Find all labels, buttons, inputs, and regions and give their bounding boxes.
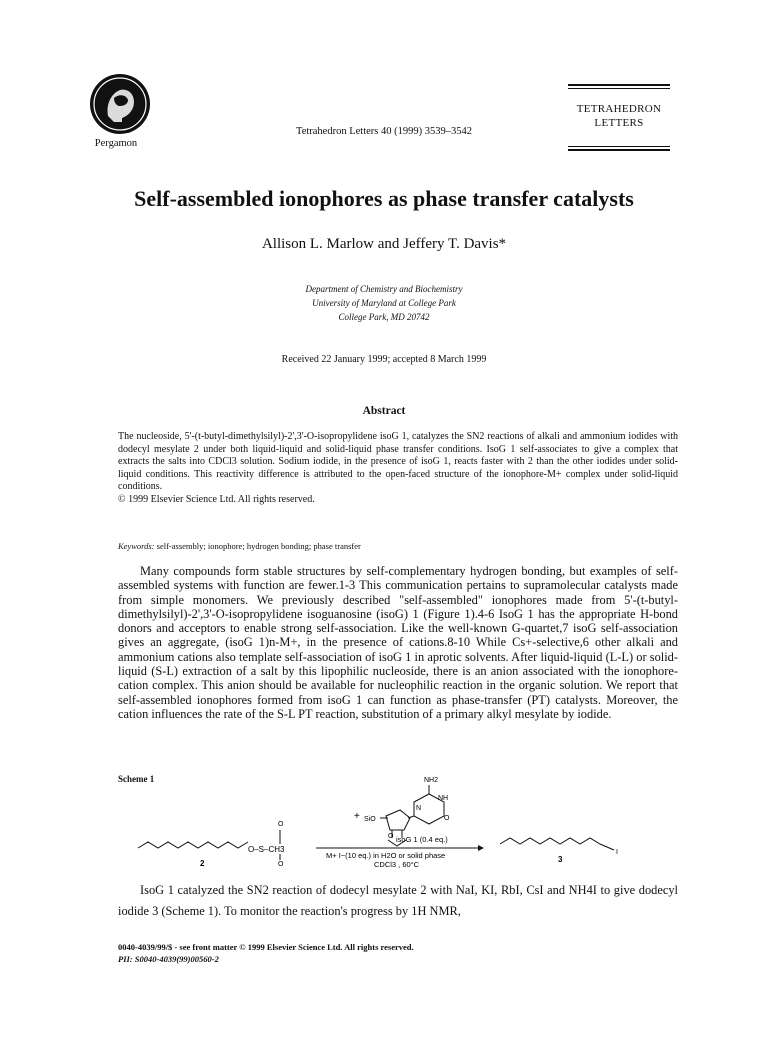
scheme-iodine: I xyxy=(616,849,618,856)
header-rule-top xyxy=(568,84,670,86)
affiliation xyxy=(0,282,768,324)
scheme-catalyst: isoG 1 (0.4 eq.) xyxy=(396,835,448,844)
affiliation-line: College Park, MD 20742 xyxy=(338,312,430,322)
header-rule-bottom-thin xyxy=(568,146,670,147)
journal-name-line1: TETRAHEDRON xyxy=(576,103,662,115)
body-paragraph: Many compounds form stable structures by self-complementary hydrogen bonding, but examples of self-assembled systems with function are fewer.1-3 This communication pertains to supramolecular catalysts made from simple monomers. We previously described "self-assembled" ionophores made from 5'-(t-butyl-dimethylsilyl)-2',3'-O-isopropylidene isoguanosine (isoG) 1 (Figure 1).4-6 IsoG 1 has the appropriate H-bond donors and acceptors to enable strong self-association. Like the well-known G-quartet,7 isoG self-association gives an aggregate, (isoG 1)n-M+, in the presence of cations.8-10 While Cs+-selective,6 other alkali and ammonium cations also template self-association of isoG 1 in aprotic solvents. After liquid-liquid (L-L) or solid-liquid (S-L) extraction of a salt by this lipophilic nucleoside, there is an anion associated with the ionophore-cation complex. This anion should be available for nucleophilic reaction in the organic solution. We report that self-assembled ionophores formed from isoG 1 can function as phase-transfer (PT) catalysts. Moreover, the cation influences the rate of the S-L PT reaction, substitution of a primary alkyl mesylate by iodide. xyxy=(118,564,678,721)
affiliation-line: University of Maryland at College Park xyxy=(312,298,456,308)
header-rule-top-thin xyxy=(568,88,670,89)
scheme-dodecyl-chain-2 xyxy=(138,842,248,848)
footer xyxy=(118,941,414,965)
journal-citation: Tetrahedron Letters 40 (1999) 3539–3542 xyxy=(296,126,472,137)
footer-copyright: 0040-4039/99/$ - see front matter © 1999 Elsevier Science Ltd. All rights reserved. xyxy=(118,942,414,952)
keywords-label: Keywords: xyxy=(118,541,155,551)
received-dates: Received 22 January 1999; accepted 8 March 1999 xyxy=(281,354,487,365)
scheme-mesylate: O–S–CH3 xyxy=(248,845,285,854)
article-title: Self-assembled ionophores as phase transfer catalysts xyxy=(134,186,634,211)
abstract-heading: Abstract xyxy=(362,405,406,417)
scheme-1-diagram xyxy=(118,774,678,870)
footer-pii: PII: S0040-4039(99)00560-2 xyxy=(118,954,219,964)
scheme-conditions: M+ I−(10 eq.) in H2O or solid phase xyxy=(326,851,446,860)
compound-3-label: 3 xyxy=(558,855,563,864)
compound-2-label: 2 xyxy=(200,859,205,868)
article-authors: Allison L. Marlow and Jeffery T. Davis* xyxy=(261,236,507,252)
reaction-arrowhead xyxy=(478,845,484,851)
scheme-o-top: O xyxy=(278,821,284,828)
keywords xyxy=(118,541,678,551)
scheme-o-bottom: O xyxy=(278,861,284,868)
scheme-nh: NH xyxy=(438,795,449,802)
header-rule-bottom xyxy=(568,149,670,151)
scheme-tbu: + xyxy=(354,811,360,822)
abstract-copyright: © 1999 Elsevier Science Ltd. All rights reserved. xyxy=(118,493,315,505)
keywords-list: self-assembly; ionophore; hydrogen bonding; phase transfer xyxy=(156,541,361,551)
scheme-o-acetal: O xyxy=(388,833,394,840)
body-section-1 xyxy=(118,564,678,721)
abstract-body xyxy=(118,431,678,507)
publisher-name: Pergamon xyxy=(94,138,138,149)
scheme-nh2: NH2 xyxy=(424,777,439,784)
journal-name-line2: LETTERS xyxy=(594,117,644,129)
scheme-n: N xyxy=(416,805,422,812)
affiliation-line: Department of Chemistry and Biochemistry xyxy=(305,284,463,294)
scheme-dodecyl-chain-3 xyxy=(500,838,614,850)
scheme-label: Scheme 1 xyxy=(118,774,155,784)
scheme-sugar-ring xyxy=(386,810,410,830)
journal-name xyxy=(568,102,670,130)
scheme-sio: SiO xyxy=(364,816,376,823)
body-paragraph: IsoG 1 catalyzed the SN2 reaction of dodecyl mesylate 2 with NaI, KI, RbI, CsI and NH4I to give dodecyl iodide 3 (Scheme 1). To monitor the reaction's progress by 1H NMR, xyxy=(118,883,678,918)
body-section-2 xyxy=(118,880,678,922)
scheme-o-carbonyl: O xyxy=(444,815,450,822)
abstract-text: The nucleoside, 5'-(t-butyl-dimethylsilyl)-2',3'-O-isopropylidene isoG 1, catalyzes the SN2 reactions of alkali and ammonium iodides with dodecyl mesylate 2 under both liquid-liquid and solid-liquid phase transfer conditions. IsoG 1 self-associates to give a complex that extracts the salts into CDCl3 solution. Sodium iodide, in the presence of isoG 1, reacts faster with 2 than the other iodides under solid-liquid conditions. This reactivity difference is attributed to the open-faced structure of the ionophore-M+ complex under solid-liquid conditions. xyxy=(118,431,678,493)
scheme-solvent: CDCl3 , 60°C xyxy=(374,860,420,869)
